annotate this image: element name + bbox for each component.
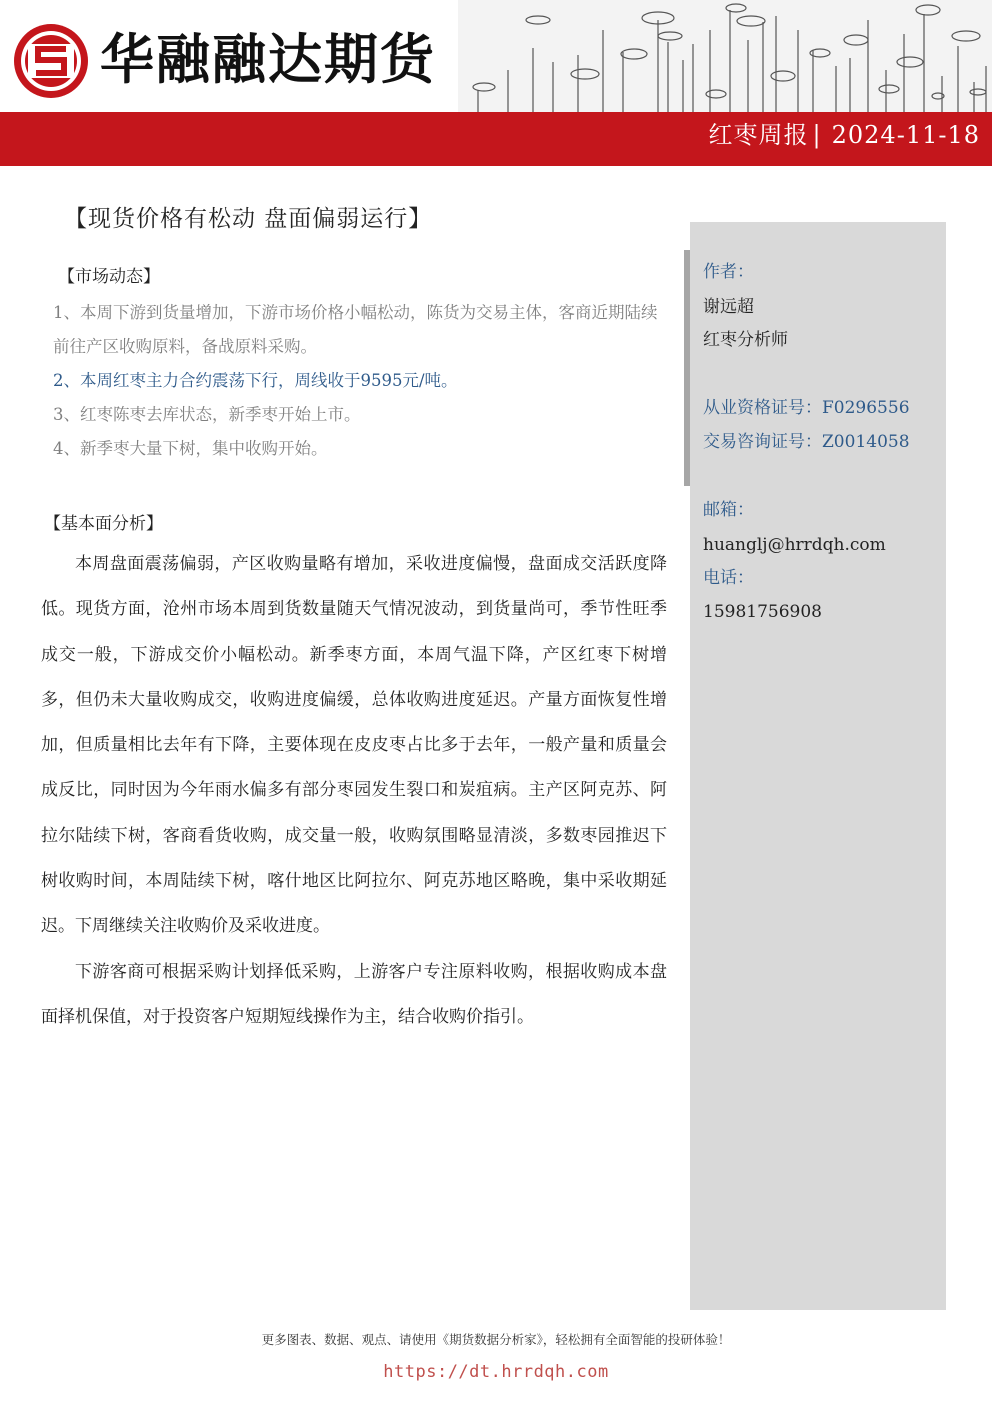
cert-consulting: 交易咨询证号：Z0014058 <box>703 432 910 452</box>
headline: 【现货价格有松动 盘面偏弱运行】 <box>64 206 433 232</box>
news-item-4: 4、新季枣大量下树，集中收购开始。 <box>53 439 328 458</box>
author-label: 作者： <box>703 262 754 282</box>
analysis-paragraph-1: 本周盘面震荡偏弱，产区收购量略有增加，采收进度偏慢，盘面成交活跃度降低。现货方面，沧州市场本周到货数量随天气情况波动，到货量尚可，季节性旺季成交一般，下游成交价小幅松动。新季枣方面，本周气温下降，产区红枣下树增多，但仍未大量收购成交，收购进度偏缓，总体收购进度延迟。产量方面恢复性增加，但质量相比去年有下降，主要体现在皮皮枣占比多于去年，一般产量和质量会成反比，同时因为今年雨水偏多有部分枣园发生裂口和炭疽病。主产区阿克苏、阿拉尔陆续下树，客商看货收购，成交量一般，收购氛围略显清淡，多数枣园推迟下树收购时间，本周陆续下树，喀什地区比阿拉尔、阿克苏地区略晚，集中采收期延迟。下周继续关注收购价及采收进度。 <box>41 554 667 937</box>
news-item-2: 2、本周红枣主力合约震荡下行，周线收于9595元/吨。 <box>53 371 458 390</box>
footer-note: 更多图表、数据、观点、请使用《期货数据分析家》，轻松拥有全面智能的投研体验！ <box>261 1332 731 1347</box>
cert-qualification: 从业资格证号：F0296556 <box>703 398 910 418</box>
sidebar-accent-strip <box>684 250 690 486</box>
phone-label: 电话： <box>703 568 754 588</box>
title-separator: | <box>812 121 822 149</box>
report-title: 红枣周报 <box>708 121 809 149</box>
email-label: 邮箱： <box>703 500 754 520</box>
market-news-list <box>53 296 673 466</box>
market-section-title: 【市场动态】 <box>58 267 160 287</box>
footer-link[interactable]: https://dt.hrrdqh.com <box>383 1362 609 1382</box>
company-logo-icon <box>12 22 90 100</box>
brand-name: 华融融达期货 <box>100 28 436 91</box>
analysis-body <box>41 542 667 1040</box>
report-date: 2024-11-18 <box>831 121 980 149</box>
news-item-3: 3、红枣陈枣去库状态，新季枣开始上市。 <box>53 405 361 424</box>
header <box>0 0 992 168</box>
report-title-line <box>709 118 980 152</box>
author-email[interactable]: huanglj@hrrdqh.com <box>703 535 886 555</box>
analysis-section-title: 【基本面分析】 <box>44 514 163 534</box>
author-phone: 15981756908 <box>703 602 822 622</box>
news-item-1: 1、本周下游到货量增加，下游市场价格小幅松动，陈货为交易主体，客商近期陆续前往产区收购原料，备战原料采购。 <box>53 303 658 356</box>
analysis-paragraph-2: 下游客商可根据采购计划择低采购，上游客户专注原料收购，根据收购成本盘面择机保值，对于投资客户短期短线操作为主，结合收购价指引。 <box>41 961 667 1027</box>
author-role: 红枣分析师 <box>703 330 788 350</box>
decorative-circles <box>458 0 992 112</box>
author-name: 谢远超 <box>703 297 754 317</box>
author-sidebar <box>690 222 946 1310</box>
